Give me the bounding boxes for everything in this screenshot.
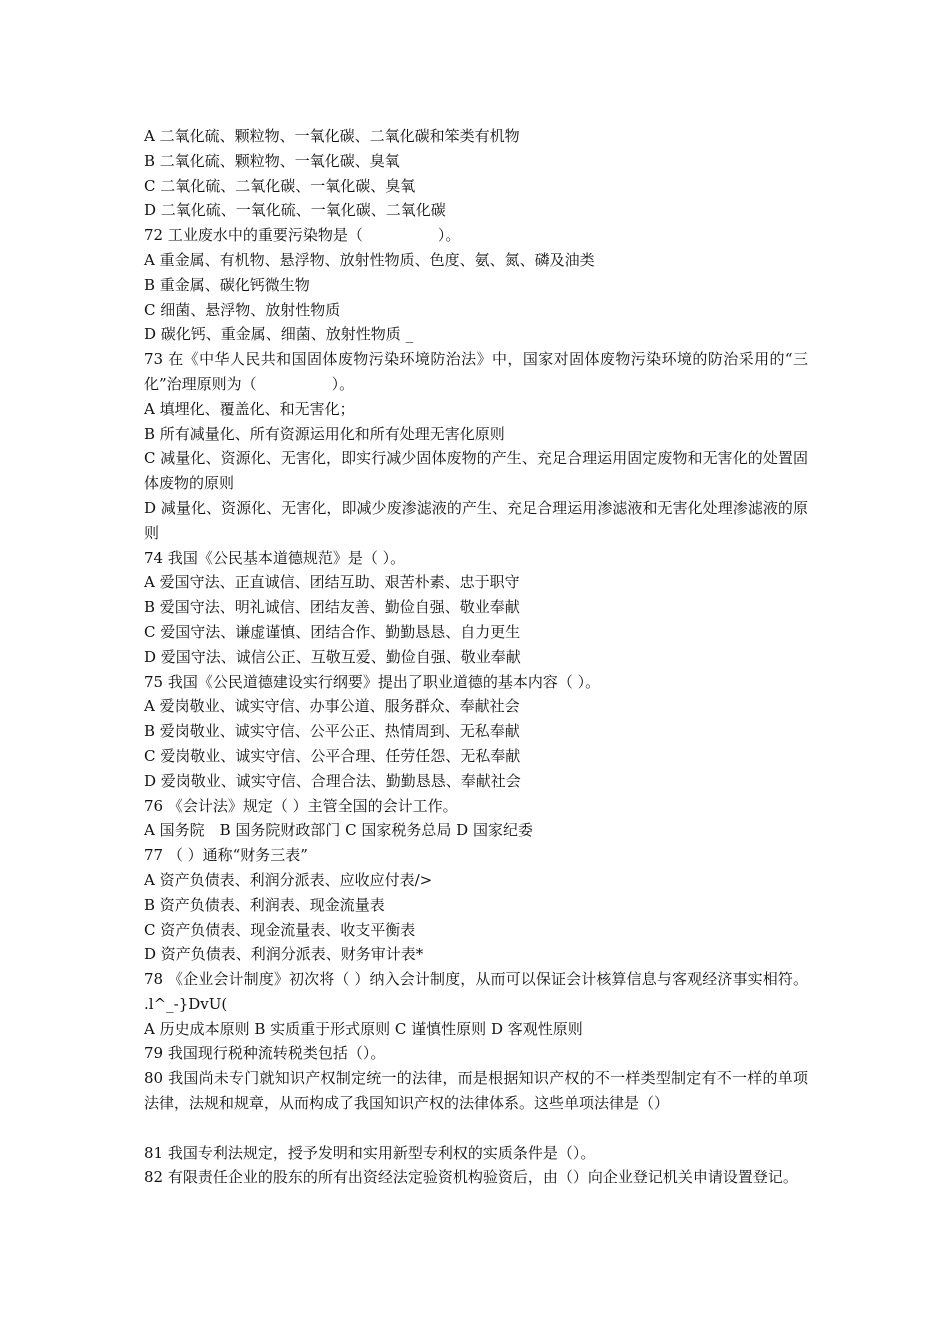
text-line: D 爱岗敬业、诚实守信、合理合法、勤勤恳恳、奉献社会 — [144, 771, 521, 790]
text-line: B 资产负债表、利润表、现金流量表 — [144, 895, 385, 914]
text-line: C 资产负债表、现金流量表、收支平衡表 — [144, 920, 416, 939]
question-paragraph: 80 我国尚未专门就知识产权制定统一的法律，而是根据知识产权的不一样类型制定有不一样的单项法律，法规和规章，从而构成了我国知识产权的法律体系。这些单项法律是（） — [144, 1069, 808, 1113]
text-line: C 爱岗敬业、诚实守信、公平合理、任劳任怨、无私奉献 — [144, 746, 521, 765]
text-line: 77 （ ）通称“财务三表” — [144, 846, 308, 865]
text-line: C 二氧化硫、二氧化碳、一氧化碳、臭氧 — [144, 176, 416, 195]
text-line: D 二氧化硫、一氧化硫、一氧化碳、二氧化碳 — [144, 201, 446, 220]
text-line: B 重金属、碳化钙微生物 — [144, 275, 310, 294]
question-paragraph: D 减量化、资源化、无害化，即减少废渗滤液的产生、充足合理运用渗滤液和无害化处理渗滤液的原则 — [144, 498, 808, 542]
text-line: C 细菌、悬浮物、放射性物质 — [144, 300, 341, 319]
text-line: D 爱国守法、诚信公正、互敬互爱、勤俭自强、敬业奉献 — [144, 647, 521, 666]
document-body — [144, 124, 808, 1190]
text-line: B 所有减量化、所有资源运用化和所有处理无害化原则 — [144, 424, 505, 443]
text-line: A 爱国守法、正直诚信、团结互助、艰苦朴素、忠于职守 — [144, 573, 520, 592]
text-line: A 重金属、有机物、悬浮物、放射性物质、色度、氨、氮、磷及油类 — [144, 250, 595, 269]
text-line: A 爱岗敬业、诚实守信、办事公道、服务群众、奉献社会 — [144, 697, 520, 716]
text-line: A 国务院 B 国务院财政部门 C 国家税务总局 D 国家纪委 — [144, 821, 533, 840]
text-line: A 二氧化硫、颗粒物、一氧化碳、二氧化碳和笨类有机物 — [144, 127, 520, 145]
question-paragraph: C 减量化、资源化、无害化，即实行减少固体废物的产生、充足合理运用固定废物和无害化的处置固体废物的原则 — [144, 449, 808, 493]
text-line: B 爱国守法、明礼诚信、团结友善、勤俭自强、敬业奉献 — [144, 598, 520, 617]
text-line: 81 我国专利法规定，授予发明和实用新型专利权的实质条件是（）。 — [144, 1143, 596, 1162]
text-line: 75 我国《公民道德建设实行纲要》提出了职业道德的基本内容（ ）。 — [144, 672, 601, 691]
text-line: D 资产负债表、利润分派表、财务审计表* — [144, 945, 424, 964]
text-line: A 历史成本原则 B 实质重于形式原则 C 谨慎性原则 D 客观性原则 — [144, 1019, 583, 1038]
text-line: B 爱岗敬业、诚实守信、公平公正、热情周到、无私奉献 — [144, 722, 520, 741]
text-line: D 碳化钙、重金属、细菌、放射性物质 _ — [144, 325, 414, 344]
text-line: A 资产负债表、利润分派表、应收应付表/> — [144, 870, 433, 889]
question-paragraph: 82 有限责任企业的股东的所有出资经法定验资机构验资后，由（）向企业登记机关申请设置登记。 — [144, 1168, 798, 1187]
question-paragraph: 73 在《中华人民共和国固体废物污染环境防治法》中，国家对固体废物污染环境的防治采用的“三化”治理原则为（ ）。 — [144, 350, 808, 393]
text-line: B 二氧化硫、颗粒物、一氧化碳、臭氧 — [144, 151, 400, 170]
text-line: 76 《会计法》规定（ ）主管全国的会计工作。 — [144, 796, 458, 815]
blank-line — [144, 1116, 808, 1141]
text-line: C 爱国守法、谦虚谨慎、团结合作、勤勤恳恳、自力更生 — [144, 622, 521, 641]
question-paragraph: 78 《企业会计制度》初次将（ ）纳入会计制度，从而可以保证会计核算信息与客观经济事实相符。 .l^_-}DvU( — [144, 970, 808, 1013]
text-line: 74 我国《公民基本道德规范》是（ ）。 — [144, 548, 406, 567]
text-line: 72 工业废水中的重要污染物是（ ）。 — [144, 226, 461, 245]
text-line: 79 我国现行税种流转税类包括（）。 — [144, 1044, 386, 1063]
text-line: A 填埋化、覆盖化、和无害化； — [144, 399, 355, 418]
